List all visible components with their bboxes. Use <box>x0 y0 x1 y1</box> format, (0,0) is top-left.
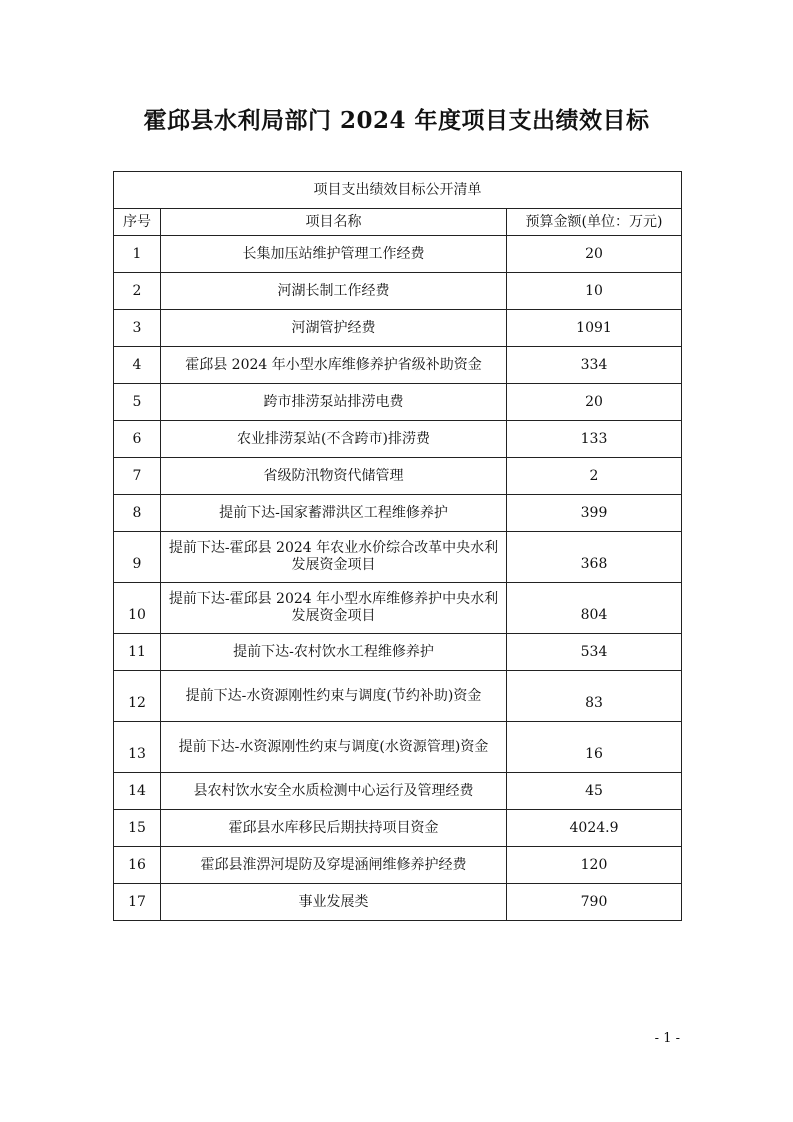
page-title: 霍邱县水利局部门 2024 年度项目支出绩效目标 <box>143 107 650 134</box>
row-name: 县农村饮水安全水质检测中心运行及管理经费 <box>161 773 507 810</box>
row-amount: 334 <box>507 347 682 384</box>
row-amount: 120 <box>507 847 682 884</box>
row-amount: 20 <box>507 384 682 421</box>
row-no: 2 <box>114 273 161 310</box>
row-no: 8 <box>114 495 161 532</box>
row-amount: 790 <box>507 884 682 921</box>
row-amount: 10 <box>507 273 682 310</box>
table-row <box>114 532 682 583</box>
row-amount: 45 <box>507 773 682 810</box>
row-name: 提前下达-国家蓄滞洪区工程维修养护 <box>161 495 507 532</box>
row-amount: 804 <box>507 583 682 634</box>
row-name: 农业排涝泵站(不含跨市)排涝费 <box>161 421 507 458</box>
row-no: 9 <box>114 532 161 583</box>
row-amount: 2 <box>507 458 682 495</box>
row-amount: 133 <box>507 421 682 458</box>
row-name: 霍邱县 2024 年小型水库维修养护省级补助资金 <box>161 347 507 384</box>
row-no: 10 <box>114 583 161 634</box>
table-row <box>114 421 682 458</box>
row-amount: 20 <box>507 236 682 273</box>
row-name: 长集加压站维护管理工作经费 <box>161 236 507 273</box>
row-name: 提前下达-水资源刚性约束与调度(节约补助)资金 <box>161 671 507 722</box>
row-no: 16 <box>114 847 161 884</box>
table-caption-row <box>114 172 682 209</box>
table-row <box>114 722 682 773</box>
table-row <box>114 773 682 810</box>
row-name: 跨市排涝泵站排涝电费 <box>161 384 507 421</box>
row-no: 14 <box>114 773 161 810</box>
row-amount: 16 <box>507 722 682 773</box>
table-row <box>114 810 682 847</box>
header-name: 项目名称 <box>161 209 507 236</box>
row-no: 7 <box>114 458 161 495</box>
row-name: 事业发展类 <box>161 884 507 921</box>
row-name: 省级防汛物资代储管理 <box>161 458 507 495</box>
row-no: 11 <box>114 634 161 671</box>
table-caption: 项目支出绩效目标公开清单 <box>114 172 682 209</box>
project-table <box>113 171 682 921</box>
table-row <box>114 583 682 634</box>
table-row <box>114 884 682 921</box>
header-no: 序号 <box>114 209 161 236</box>
row-amount: 4024.9 <box>507 810 682 847</box>
table-row <box>114 273 682 310</box>
row-amount: 399 <box>507 495 682 532</box>
row-no: 6 <box>114 421 161 458</box>
row-name: 霍邱县水库移民后期扶持项目资金 <box>161 810 507 847</box>
row-amount: 83 <box>507 671 682 722</box>
row-no: 13 <box>114 722 161 773</box>
table-row <box>114 847 682 884</box>
table-header-row <box>114 209 682 236</box>
table-row <box>114 347 682 384</box>
row-no: 5 <box>114 384 161 421</box>
row-name: 提前下达-农村饮水工程维修养护 <box>161 634 507 671</box>
row-no: 1 <box>114 236 161 273</box>
row-amount: 534 <box>507 634 682 671</box>
row-name: 河湖长制工作经费 <box>161 273 507 310</box>
table-row <box>114 310 682 347</box>
row-amount: 1091 <box>507 310 682 347</box>
row-name: 提前下达-霍邱县 2024 年小型水库维修养护中央水利发展资金项目 <box>161 583 507 634</box>
table-row <box>114 671 682 722</box>
table-row <box>114 236 682 273</box>
row-name: 霍邱县淮淠河堤防及穿堤涵闸维修养护经费 <box>161 847 507 884</box>
row-name: 提前下达-霍邱县 2024 年农业水价综合改革中央水利发展资金项目 <box>161 532 507 583</box>
row-name: 河湖管护经费 <box>161 310 507 347</box>
row-no: 12 <box>114 671 161 722</box>
table-row <box>114 458 682 495</box>
table-row <box>114 495 682 532</box>
page-number: - 1 - <box>654 1031 680 1046</box>
header-amount: 预算金额(单位：万元) <box>507 209 682 236</box>
row-no: 3 <box>114 310 161 347</box>
row-name: 提前下达-水资源刚性约束与调度(水资源管理)资金 <box>161 722 507 773</box>
row-amount: 368 <box>507 532 682 583</box>
table-row <box>114 634 682 671</box>
table-row <box>114 384 682 421</box>
row-no: 17 <box>114 884 161 921</box>
row-no: 15 <box>114 810 161 847</box>
row-no: 4 <box>114 347 161 384</box>
